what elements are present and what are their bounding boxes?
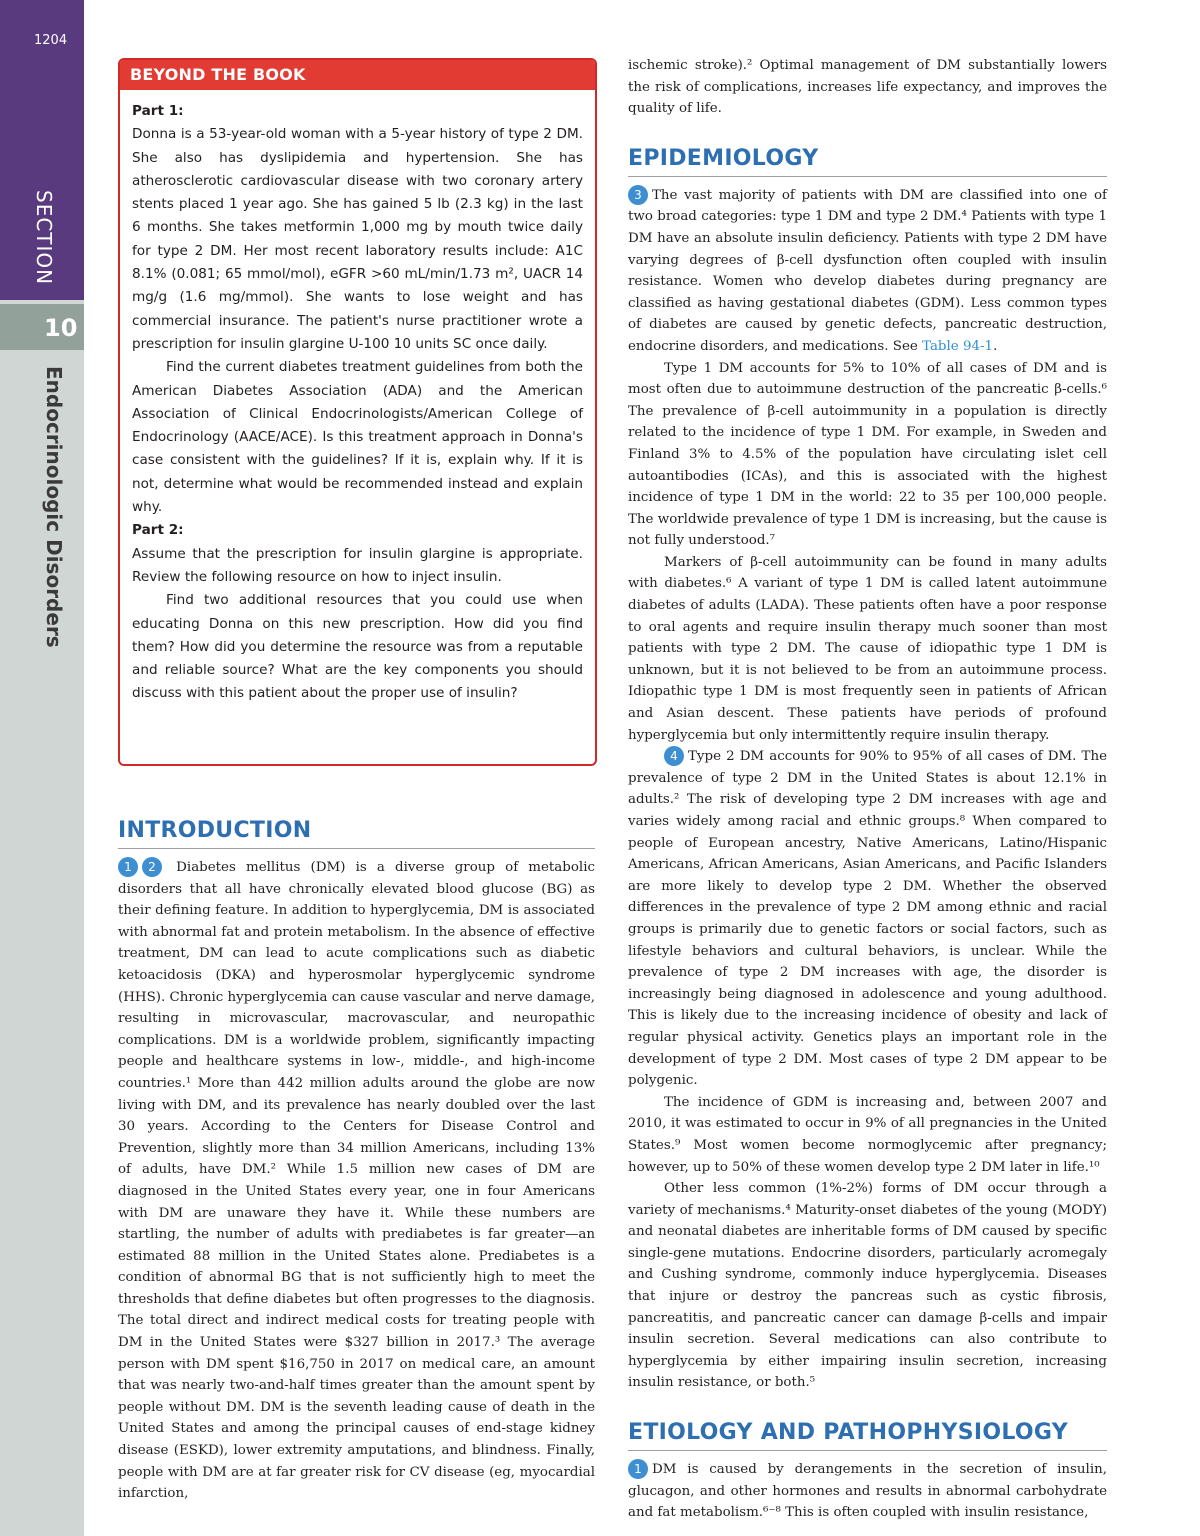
beyond-the-book-body	[120, 90, 595, 706]
table-link[interactable]: Table 94-1	[922, 338, 994, 354]
epidemiology-paragraph-5: The incidence of GDM is increasing and, between 2007 and 2010, it was estimated to occur in 9% of all pregnancies in the United States.⁹ Most women become normoglycemic after pregnancy; however, up to 50% of these women develop type 2 DM later in life.¹⁰	[628, 1094, 1107, 1175]
epidemiology-heading: EPIDEMIOLOGY	[628, 146, 1107, 177]
section-label: SECTION	[32, 190, 56, 286]
beyond-the-book-title: BEYOND THE BOOK	[120, 60, 595, 90]
introduction-continued: ischemic stroke).² Optimal management of DM substantially lowers the risk of complications, increases life expectancy, and improves the quality of life.	[628, 58, 1107, 117]
epidemiology-paragraph-3: Markers of β-cell autoimmunity can be found in many adults with diabetes.⁶ A variant of type 1 DM is called latent autoimmune diabetes of adults (LADA). These patients often have a poor response to oral agents and require insulin therapy much sooner than most patients with type 2 DM. The cause of idiopathic type 1 DM is unknown, but it is not believed to be from an autoimmune process. Idiopathic type 1 DM is most frequently seen in patients of African and Asian descent. These patients have periods of profound hyperglycemia but only intermittently require insulin therapy.	[628, 554, 1107, 743]
part1-label: Part 1:	[132, 103, 184, 119]
beyond-the-book-box	[118, 58, 597, 766]
part2-label: Part 2:	[132, 522, 184, 539]
part2-intro: Assume that the prescription for insulin glargine is appropriate. Review the following resource on how to inject insulin.	[132, 545, 583, 585]
section-title: Endocrinologic Disorders	[42, 366, 66, 648]
epidemiology-paragraph-2: Type 1 DM accounts for 5% to 10% of all cases of DM and is most often due to autoimmune destruction of the pancreatic β-cells.⁶ The prevalence of β-cell autoimmunity in a population is directly related to the incidence of type 1 DM. For example, in Sweden and Finland 3% to 4.5% of the population have circulating islet cell autoantibodies (ICAs), and this is associated with the highest incidence of type 1 DM in the world: 22 to 35 per 100,000 people. The worldwide prevalence of type 1 DM is increasing, but the cause is not fully understood.⁷	[628, 360, 1107, 549]
epidemiology-paragraph-1: 3 The vast majority of patients with DM are classified into one of two broad categories: type 1 DM and type 2 DM.⁴ Patients with type 1 DM have an absolute insulin deficiency. Patients with type 2 DM have varying degrees of β-cell dysfunction often coupled with insulin resistance. Women who develop diabetes during pregnancy are classified as having gestational diabetes (GDM). Less common types of diabetes are caused by genetic defects, pancreatic destruction, endocrine disorders, and medications. See Table 94-1.	[628, 185, 1107, 358]
objective-badge-1: 1	[118, 857, 138, 877]
objective-badge-4: 4	[664, 746, 684, 766]
epidemiology-paragraph-6: Other less common (1%-2%) forms of DM occur through a variety of mechanisms.⁴ Maturity-onset diabetes of the young (MODY) and neonatal diabetes are inheritable forms of DM caused by specific single-gene mutations. Endocrine disorders, particularly acromegaly and Cushing syndrome, commonly induce hyperglycemia. Diseases that injure or destroy the pancreas such as cystic fibrosis, pancreatitis, and pancreatic cancer can damage β-cells and impair insulin secretion. Several medications can also contribute to hyperglycemia by either impairing insulin secretion, increasing insulin resistance, or both.⁵	[628, 1181, 1107, 1391]
part1-case: Donna is a 53-year-old woman with a 5-year history of type 2 DM. She also has dyslipidemia and hypertension. She has atherosclerotic cardiovascular disease with two coronary artery stents placed 1 year ago. She has gained 5 lb (2.3 kg) in the last 6 months. She takes metformin 1,000 mg by mouth twice daily for type 2 DM. Her most recent laboratory results include: A1C 8.1% (0.081; 65 mmol/mol), eGFR >60 mL/min/1.73 m², UACR 14 mg/g (1.6 mg/mmol). She wants to lose weight and has commercial insurance. The patient's nurse practitioner wrote a prescription for insulin glargine U-100 10 units SC once daily.	[132, 126, 583, 352]
section-number: 10	[44, 314, 78, 342]
introduction-paragraph	[118, 857, 595, 1505]
part2-task: Find two additional resources that you could use when educating Donna on this new prescription. How did you find them? How did you determine the resource was from a reputable and reliable source? What are the key components you should discuss with this patient about the proper use of insulin?	[132, 592, 583, 702]
epidemiology-paragraph-4: 4 Type 2 DM accounts for 90% to 95% of all cases of DM. The prevalence of type 2 DM in the United States is about 12.1% in adults.² The risk of developing type 2 DM increases with age and varies widely among racial and ethnic groups.⁸ When compared to people of European ancestry, Native Americans, Latino/Hispanic Americans, African Americans, Asian Americans, and Pacific Islanders are more likely to develop type 2 DM. Whether the observed differences in the prevalence of type 2 DM among ethnic and racial groups is primarily due to genetic factors or social factors, such as lifestyle behaviors and cultural behaviors, is unclear. While the prevalence of type 2 DM increases with age, the disorder is increasingly being diagnosed in adolescence and young adulthood. This is likely due to the increasing incidence of obesity and lack of regular physical activity. Genetics plays an important role in the development of type 2 DM. Most cases of type 2 DM appear to be polygenic.	[628, 746, 1107, 1092]
introduction-text: Diabetes mellitus (DM) is a diverse group of metabolic disorders that all have chronically elevated blood glucose (BG) as their defining feature. In addition to hyperglycemia, DM is associated with abnormal fat and protein metabolism. In the absence of effective treatment, DM can lead to acute complications such as diabetic ketoacidosis (DKA) and hyperosmolar hyperglycemic syndrome (HHS). Chronic hyperglycemia can cause vascular and nerve damage, resulting in microvascular, macrovascular, and neuropathic complications. DM is a worldwide problem, significantly impacting people and healthcare systems in low-, middle-, and high-income countries.¹ More than 442 million adults around the globe are now living with DM, and its prevalence has nearly doubled over the last 30 years. According to the Centers for Disease Control and Prevention, slightly more than 34 million Americans, including 13% of adults, have DM.² While 1.5 million new cases of DM are diagnosed in the United States every year, one in four Americans with DM are unaware they have it. While these numbers are startling, the number of adults with prediabetes is far greater—an estimated 88 million in the United States alone. Prediabetes is a condition of abnormal BG that is not sufficiently high to meet the thresholds that define diabetes but often progresses to the diagnosis. The total direct and indirect medical costs for treating people with DM in the United States were $327 billion in 2017.³ The average person with DM spent $16,750 in 2017 on medical care, an amount that was nearly two-and-half times greater than the amount spent by people without DM. DM is the seventh leading cause of death in the United States and among the principal causes of end-stage kidney disease (ESKD), lower extremity amputations, and blindness. Finally, people with DM are at far greater risk for CV disease (eg, myocardial infarction,	[118, 860, 595, 1502]
part1-task: Find the current diabetes treatment guidelines from both the American Diabetes Association (ADA) and the American Association of Clinical Endocrinologists/American College of Endocrinology (AACE/ACE). Is this treatment approach in Donna's case consistent with the guidelines? If it is, explain why. If it is not, determine what would be recommended instead and explain why.	[132, 359, 583, 516]
objective-badge-3: 3	[628, 185, 648, 205]
etiology-paragraph-1: 1 DM is caused by derangements in the secretion of insulin, glucagon, and other hormones and results in abnormal carbohydrate and fat metabolism.⁶⁻⁸ This is often coupled with insulin resistance,	[628, 1459, 1107, 1524]
right-column	[628, 55, 1107, 1524]
page-number: 1204	[34, 33, 68, 48]
left-column	[118, 818, 595, 1505]
etiology-heading: ETIOLOGY AND PATHOPHYSIOLOGY	[628, 1420, 1107, 1451]
objective-badge-2: 2	[142, 857, 162, 877]
introduction-heading: INTRODUCTION	[118, 818, 595, 849]
objective-badge-1b: 1	[628, 1459, 648, 1479]
